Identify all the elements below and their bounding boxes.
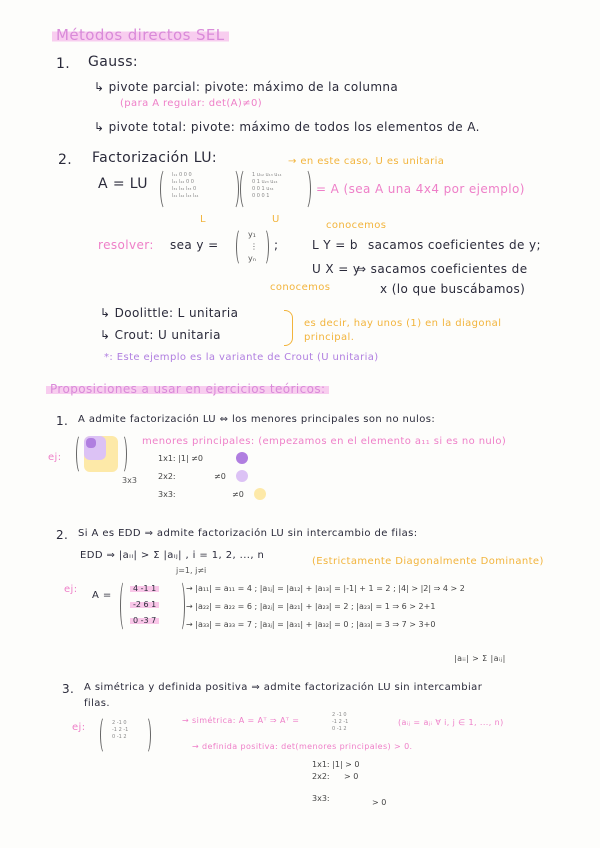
y-vector-right-paren <box>260 228 269 266</box>
l-matrix-left-paren <box>160 168 171 210</box>
p1-matrix-right-paren <box>118 434 127 474</box>
p2-A: A = <box>92 590 112 601</box>
ly-tail: sacamos coeficientes de y; <box>368 238 541 252</box>
y-vector-top: y₁ <box>248 230 256 239</box>
p3-matrix-left-paren <box>100 716 109 754</box>
p3-minor-2x2-gt: > 0 <box>344 772 359 781</box>
gauss-partial-note: (para A regular: det(A)≠0) <box>120 98 263 109</box>
p3-matrix-right-paren <box>142 716 151 754</box>
sea-y-label: sea y = <box>170 238 219 252</box>
p1-minor-3x3: 3x3: <box>158 490 176 499</box>
p2-row-3-check: → |a₃₃| = a₃₃ = 7 ; |a₃ⱼ| = |a₃₁| + |a₃₂| = 0 ; |a₃₃| = 3 ⇒ 7 > 3+0 <box>186 620 436 629</box>
p3-minor-3x3-gt: > 0 <box>372 798 387 807</box>
p2-matrix-row-2: -2 6 1 <box>130 600 159 609</box>
p2-row-2-check: → |a₂₂| = a₂₂ = 6 ; |a₂ⱼ| = |a₂₁| + |a₂₃| = 2 ; |a₂₃| = 1 ⇒ 6 > 2+1 <box>186 602 436 611</box>
page-title: Métodos directos SEL <box>52 26 229 44</box>
gauss-number: 1. <box>56 56 71 72</box>
props-title: Proposiciones a usar en ejercicios teóricos: <box>46 382 329 396</box>
y-vector-dots: ⋮ <box>250 242 258 251</box>
p1-text: A admite factorización LU ⇔ los menores principales son no nulos: <box>78 414 436 425</box>
doolittle-line: ↳ Doolittle: L unitaria <box>100 306 239 320</box>
l-label: L <box>200 214 206 225</box>
p2-matrix-row-1: 4 -1 1 <box>130 584 159 593</box>
p3-minor-3x3: 3x3: <box>312 794 330 803</box>
p3-definite: → definida positiva: det(menores principales) > 0. <box>192 742 413 751</box>
l-matrix-entries: l₁₁ 0 0 0 l₂₁ l₂₂ 0 0 l₃₁ l₃₂ l₃₃ 0 l₄₁ l₄₂ l₄₃ l₄₄ <box>172 172 199 199</box>
p2-row-1-check: → |a₁₁| = a₁₁ = 4 ; |a₁ⱼ| = |a₁₂| + |a₁₃| = |-1| + 1 = 2 ; |4| > |2| ⇒ 4 > 2 <box>186 584 465 593</box>
p1-dot-yellow <box>254 488 266 500</box>
ux-tail: ⇒ sacamos coeficientes de <box>356 262 528 276</box>
p3-symmetric: → simétrica: A = Aᵀ ⇒ Aᵀ = <box>182 716 300 725</box>
p2-ej: ej: <box>64 584 78 595</box>
p1-minor-2x2: 2x2: <box>158 472 176 481</box>
crout-line: ↳ Crout: U unitaria <box>100 328 221 342</box>
lu-heading: Factorización LU: <box>92 150 218 166</box>
p2-number: 2. <box>56 528 69 542</box>
p3-number: 3. <box>62 682 75 696</box>
y-vector-left-paren <box>236 228 245 266</box>
p1-minor-2x2-neq: ≠0 <box>214 472 226 481</box>
variants-brace <box>284 310 293 346</box>
conocemos-bottom: conocemos <box>270 282 331 293</box>
p3-symmetric-tail: (aᵢⱼ = aⱼᵢ ∀ i, j ∈ 1, ..., n) <box>398 718 504 727</box>
p1-highlight-1x1 <box>86 438 96 448</box>
u-matrix-entries: 1 u₁₂ u₁₃ u₁₄ 0 1 u₂₃ u₂₄ 0 0 1 u₃₄ 0 0 0 1 <box>252 172 282 199</box>
p1-ej: ej: <box>48 452 62 463</box>
conocemos-top: conocemos <box>326 220 387 231</box>
p1-menores: menores principales: (empezamos en el elemento a₁₁ si es no nulo) <box>142 436 507 447</box>
ly-equation: L Y = b <box>312 238 358 252</box>
y-vector-bottom: yₙ <box>248 254 256 263</box>
p3-text-2: filas. <box>84 698 110 709</box>
p3-matrix-entries: 2 -1 0 -1 2 -1 0 -1 2 <box>112 720 129 740</box>
p3-text: A simétrica y definida positiva ⇒ admite factorización LU sin intercambiar <box>84 682 483 693</box>
p2-conclusion: |aᵢᵢ| > Σ |aᵢⱼ| <box>454 654 506 663</box>
brace-note: es decir, hay unos (1) en la diagonal <box>304 318 502 329</box>
ux-tail-2: x (lo que buscábamos) <box>380 282 526 296</box>
l-matrix-right-paren <box>228 168 239 210</box>
p2-edd: EDD ⇒ |aᵢᵢ| > Σ |aᵢⱼ| , i = 1, 2, ..., n <box>80 550 265 561</box>
p2-matrix-row-3: 0 -3 7 <box>130 616 159 625</box>
ux-equation: U X = y <box>312 262 361 276</box>
gauss-heading: Gauss: <box>88 54 139 70</box>
resolver-label: resolver: <box>98 238 154 252</box>
lu-number: 2. <box>58 152 73 168</box>
p1-dot-lilac <box>236 470 248 482</box>
p3-transpose-entries: 2 -1 0 -1 2 -1 0 -1 2 <box>332 712 349 732</box>
p1-dot-violet <box>236 452 248 464</box>
brace-note-2: principal. <box>304 332 355 343</box>
p2-edd-sub: j=1, j≠i <box>176 566 207 575</box>
u-matrix-right-paren <box>300 168 311 210</box>
crout-footnote: *: Este ejemplo es la variante de Crout (U unitaria) <box>104 352 379 363</box>
p2-matrix-right-paren <box>176 580 185 632</box>
gauss-partial-pivot: ↳ pivote parcial: pivote: máximo de la columna <box>94 80 399 94</box>
p1-minor-3x3-neq: ≠0 <box>232 490 244 499</box>
p1-minor-1x1: 1x1: |1| ≠0 <box>158 454 203 463</box>
p2-text: Si A es EDD ⇒ admite factorización LU sin intercambio de filas: <box>78 528 418 539</box>
p3-ej: ej: <box>72 722 86 733</box>
p3-minor-1x1: 1x1: |1| > 0 <box>312 760 360 769</box>
p3-minor-2x2: 2x2: <box>312 772 330 781</box>
p2-matrix-left-paren <box>120 580 129 632</box>
p2-edd-name: (Estrictamente Diagonalmente Dominante) <box>312 556 544 567</box>
lu-equation-tail: = A (sea A una 4x4 por ejemplo) <box>316 182 525 196</box>
gauss-total-pivot: ↳ pivote total: pivote: máximo de todos los elementos de A. <box>94 120 480 134</box>
semicolon: ; <box>274 238 279 252</box>
p1-number: 1. <box>56 414 69 428</box>
p1-size: 3x3 <box>122 476 137 485</box>
lu-equation: A = LU <box>98 176 148 192</box>
u-matrix-left-paren <box>240 168 251 210</box>
u-label: U <box>272 214 280 225</box>
lu-unitary-note: → en este caso, U es unitaria <box>288 156 445 167</box>
